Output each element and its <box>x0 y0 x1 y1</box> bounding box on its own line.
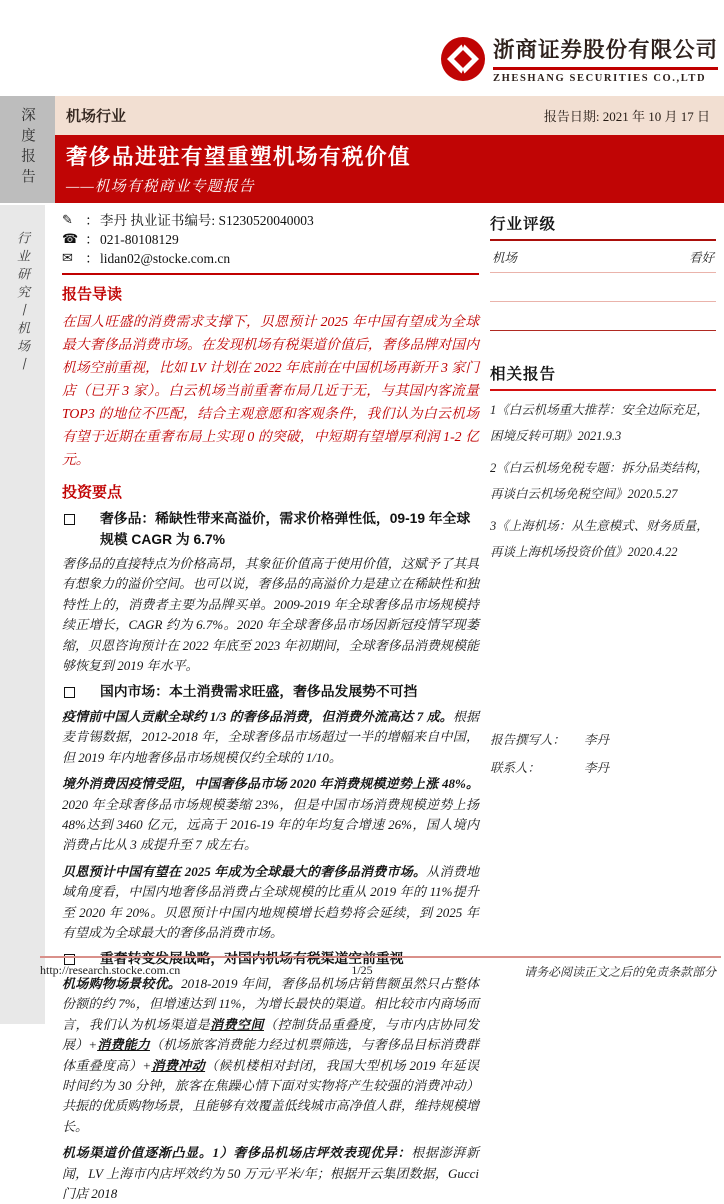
sidebar-category <box>0 205 45 1024</box>
related-item: 3《上海机场：从生意模式、财务质量，再谈上海机场投资价值》2020.4.22 <box>490 519 709 559</box>
phone-row <box>62 230 479 249</box>
paragraph-lead: 境外消费因疫情受阻，中国奢侈品市场 2020 年消费规模逆势上涨 48%。 <box>62 776 479 792</box>
writer-block <box>490 726 609 782</box>
colon: ： <box>85 213 99 228</box>
divider-dark <box>490 330 716 331</box>
paragraph-lead: 贝恩预计中国有望在 2025 年成为全球最大的奢侈品消费市场。 <box>62 863 427 879</box>
paragraph <box>62 1143 479 1204</box>
bullet-square-icon <box>64 687 75 698</box>
report-date: 报告日期: 2021 年 10 月 17 日 <box>543 109 710 124</box>
right-column <box>490 212 716 957</box>
report-subtitle: ——机场有税商业专题报告 <box>66 179 255 195</box>
report-title: 奢侈品进驻有望重塑机场有税价值 <box>66 145 412 169</box>
paragraph <box>62 707 479 768</box>
paragraph: 奢侈品的直接特点为价格高昂，其象征价值高于使用价值，这赋予了其具有想象力的溢价空间。也可以说，奢侈品的高溢价力是建立在稀缺性和独特性上的，消费者主要为品牌买单。2009-2019 年全球奢侈品市场规模持续正增长，CAGR 约为 6.7%。2020 年全球奢侈品市场因新冠疫情罕现萎缩，贝恩咨询预计在 2022 年底至 2023 年初期间，全球奢侈品消费规模能够恢复到 2019 年水平。 <box>62 556 479 674</box>
pen-icon: ✎ <box>62 213 73 228</box>
footer-disclaimer: 请务必阅读正文之后的免责条款部分 <box>523 965 716 979</box>
paragraph-text: 2020 年全球奢侈品市场规模萎缩 23%，但是中国市场消费规模逆势上扬 48%达到 3460 亿元，远高于 2016-19 年的年均复合增速 26%，国人境内消费占比从 3 成提升至 7 成左右。 <box>62 796 479 853</box>
brand-text <box>493 33 718 84</box>
rating-row <box>490 241 716 272</box>
writer-row <box>490 726 609 754</box>
underlined-term: 消费冲动 <box>151 1057 206 1073</box>
related-heading: 相关报告 <box>490 366 557 383</box>
envelope-icon: ✉ <box>62 251 73 266</box>
zheshang-logo-icon <box>440 36 486 82</box>
industry-label: 机场行业 <box>66 108 127 125</box>
paragraph <box>62 862 479 944</box>
bullet-square-icon <box>64 514 75 525</box>
paragraph-lead: 机场渠道价值逐渐凸显。1）奢侈品机场店坪效表现优异： <box>62 1145 412 1161</box>
analyst-phone: 021-80108129 <box>100 232 179 247</box>
phone-icon: ☎ <box>62 232 79 247</box>
paragraph-text: 从消费地域角度看，中国内地奢侈品消费占全球规模的比重从 2019 年的 11%提升至 2020 年 20%。贝恩预计中国内地规模增长趋势将会延续，到 2025 年有望成为全球最大的奢侈品消费市场。 <box>62 863 479 940</box>
contact-label: 联系人： <box>490 761 541 775</box>
related-item: 2《白云机场免税专题：拆分品类结构，再谈白云机场免税空间》2020.5.27 <box>490 461 709 501</box>
paragraph <box>62 774 479 856</box>
paragraph-lead: 机场购物场景较优。 <box>62 975 182 991</box>
bullet-heading-1 <box>62 509 479 550</box>
bullet-title: 国内市场：本土消费需求旺盛，奢侈品发展势不可挡 <box>100 684 418 700</box>
spacer <box>490 273 716 301</box>
paragraph <box>62 974 479 1137</box>
paragraph-text: 根据澎湃新闻，LV 上海市内店坪效约为 50 万元/平米/年；根据开云集团数据，Gucci 门店 2018 <box>62 1145 479 1201</box>
underlined-term: 消费空间 <box>210 1016 264 1032</box>
intro-body: 在国人旺盛的消费需求支撑下，贝恩预计 2025 年中国有望成为全球最大奢侈品消费市场。在发现机场有税渠道价值后，奢侈品牌对国内机场空前重视，比如 LV 计划在 2022 年底前在中国机场再新开 3 家门店（已开 3 家）。白云机场当前重奢布局几近于无，与其国内客流量 TOP3 的地位不匹配，结合主观意愿和客观条件，我们认为白云机场有望于近期在重奢布局上实现 0 的突破，中短期有望增厚利润 1-2 亿元。 <box>62 314 479 467</box>
title-band <box>55 135 724 203</box>
writer-name: 李丹 <box>584 733 610 747</box>
company-name-cn: 浙商证券股份有限公司 <box>493 33 718 70</box>
rating-industry: 机场 <box>492 251 518 265</box>
keypoints-heading: 投资要点 <box>62 484 123 501</box>
paragraph-text: （控制货品重叠度，与市内店协同发展）+ <box>62 1016 479 1053</box>
underlined-term: 消费能力 <box>97 1037 150 1053</box>
paragraph-lead: 疫情前中国人贡献全球约 1/3 的奢侈品消费，但消费外流高达 7 成。 <box>62 708 453 724</box>
footer-divider <box>40 956 721 958</box>
paragraph-text: 根据麦肯锡数据，2012-2018 年，全球奢侈品市场超过一半的增幅来自中国，但 2019 年内地奢侈品市场规模仅约全球的 1/10。 <box>62 708 479 765</box>
rating-value: 看好 <box>688 251 714 265</box>
colon: ： <box>85 251 99 266</box>
bullet-heading-2 <box>62 682 479 703</box>
analyst-row <box>62 211 479 230</box>
spacer <box>490 302 716 330</box>
rating-heading: 行业评级 <box>490 216 557 233</box>
report-type-label: 深度报告 <box>19 107 35 189</box>
bullet-title: 奢侈品：稀缺性带来高溢价，需求价格弹性低，09-19 年全球规模 CAGR 为 6.7% <box>100 511 471 547</box>
brand-masthead <box>440 33 718 84</box>
bullet-title: 重奢转变发展战略，对国内机场有税渠道空前重视 <box>100 951 404 967</box>
related-reports <box>490 362 716 565</box>
paragraph-text: （候机楼相对封闭，我国大型机场 2019 年延误时间约为 30 分钟，旅客在焦躁心情下面对实物将产生较强的消费冲动）共振的优质购物场景，且能够有效覆盖低线城市高净值人群，维持规模增长。 <box>62 1057 479 1134</box>
contact-row <box>490 754 609 782</box>
category-label: 行业研究丨机场丨 <box>15 231 30 375</box>
footer-url: http://research.stocke.com.cn <box>40 963 181 977</box>
analyst-name-line: 李丹 执业证书编号: S1230520040003 <box>100 213 314 228</box>
footer-page-number: 1/25 <box>351 963 373 977</box>
company-name-en: ZHESHANG SECURITIES CO.,LTD <box>492 73 707 84</box>
related-item: 1《白云机场重大推荐：安全边际充足，困境反转可期》2021.9.3 <box>490 403 709 443</box>
writer-label: 报告撰写人： <box>490 733 566 747</box>
contact-name: 李丹 <box>584 761 610 775</box>
sidebar-report-type <box>0 96 55 203</box>
email-row <box>62 249 479 268</box>
colon: ： <box>85 232 99 247</box>
paragraph-text: （机场旅客消费能力经过机票筛选，与奢侈品目标消费群体重叠度高）+ <box>62 1037 479 1073</box>
intro-heading: 报告导读 <box>62 286 123 303</box>
paragraph-text: 2018-2019 年间，奢侈品机场店销售额虽然只占整体份额的约 7%，但增速达到 11%，为增长最快的渠道。相比较市内商场而言，我们认为机场渠道是 <box>62 975 479 1032</box>
divider-bright-red <box>490 389 716 391</box>
industry-band <box>55 96 724 135</box>
divider-red <box>62 273 479 275</box>
analyst-email: lidan02@stocke.com.cn <box>100 251 231 266</box>
